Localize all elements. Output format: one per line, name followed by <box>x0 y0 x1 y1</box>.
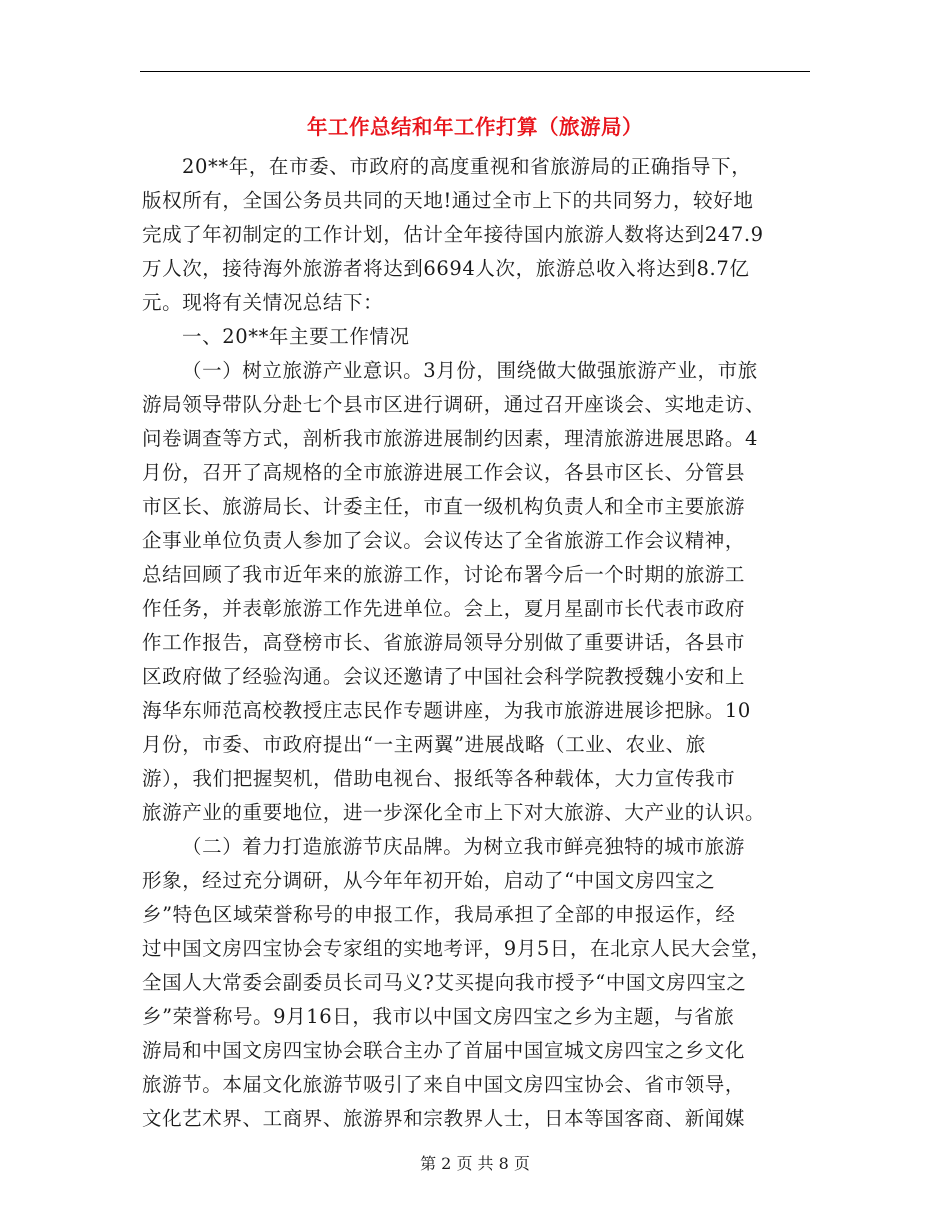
paragraph-line: 游局领导带队分赴七个县市区进行调研，通过召开座谈会、实地走访、 <box>142 393 766 416</box>
paragraph-line: 作任务，并表彰旅游工作先进单位。会上，夏月星副市长代表市政府 <box>142 597 746 620</box>
paragraph-line: 月份，市委、市政府提出“一主两翼”进展战略（工业、农业、旅 <box>142 733 706 756</box>
paragraph-line: 企事业单位负责人参加了会议。会议传达了全省旅游工作会议精神， <box>142 529 746 552</box>
paragraph-line: 月份，召开了高规格的全市旅游进展工作会议，各县市区长、分管县 <box>142 461 746 484</box>
paragraph-line: 问卷调查等方式，剖析我市旅游进展制约因素，理清旅游进展思路。4 <box>142 427 759 450</box>
header-rule <box>140 71 810 72</box>
paragraph-line: 区政府做了经验沟通。会议还邀请了中国社会科学院教授魏小安和上 <box>142 665 746 688</box>
paragraph-line: 游局和中国文房四宝协会联合主办了首届中国宣城文房四宝之乡文化 <box>142 1039 746 1062</box>
page-number: 第 2 页 共 8 页 <box>420 1154 530 1173</box>
paragraph-line: 作工作报告，高登榜市长、省旅游局领导分别做了重要讲话，各县市 <box>142 631 746 654</box>
paragraph-line: 海华东师范高校教授庄志民作专题讲座，为我市旅游进展诊把脉。10 <box>142 699 751 722</box>
paragraph-line: 总结回顾了我市近年来的旅游工作，讨论布署今后一个时期的旅游工 <box>142 563 746 586</box>
paragraph-line: 市区长、旅游局长、计委主任，市直一级机构负责人和全市主要旅游 <box>142 495 746 518</box>
paragraph-line: 乡”荣誉称号。9月16日，我市以中国文房四宝之乡为主题，与省旅 <box>142 1005 735 1028</box>
paragraph-line: （二）着力打造旅游节庆品牌。为树立我市鲜亮独特的城市旅游 <box>182 835 745 858</box>
paragraph-line: 万人次，接待海外旅游者将达到6694人次，旅游总收入将达到8.7亿 <box>142 257 750 280</box>
section-heading: 一、20**年主要工作情况 <box>182 325 410 348</box>
paragraph-line: 旅游节。本届文化旅游节吸引了来自中国文房四宝协会、省市领导， <box>142 1073 746 1096</box>
document-title: 年工作总结和年工作打算（旅游局） <box>307 115 643 139</box>
paragraph-line: （一）树立旅游产业意识。3月份，围绕做大做强旅游产业，市旅 <box>182 359 758 382</box>
paragraph-line: 游），我们把握契机，借助电视台、报纸等各种载体，大力宣传我市 <box>142 767 736 790</box>
paragraph-line: 完成了年初制定的工作计划，估计全年接待国内旅游人数将达到247.9 <box>142 223 764 246</box>
document-body <box>142 150 812 1136</box>
paragraph-line: 版权所有，全国公务员共同的天地!通过全市上下的共同努力，较好地 <box>142 189 754 212</box>
paragraph-line: 形象，经过充分调研，从今年年初开始，启动了“中国文房四宝之 <box>142 869 716 892</box>
paragraph-line: 全国人大常委会副委员长司马义?艾买提向我市授予“中国文房四宝之 <box>142 971 747 994</box>
paragraph-line: 过中国文房四宝协会专家组的实地考评，9月5日，在北京人民大会堂， <box>142 937 772 960</box>
paragraph-line: 乡”特色区域荣誉称号的申报工作，我局承担了全部的申报运作，经 <box>142 903 736 926</box>
paragraph-line: 文化艺术界、工商界、旅游界和宗教界人士，日本等国客商、新闻媒 <box>142 1107 746 1130</box>
paragraph-line: 20**年，在市委、市政府的高度重视和省旅游局的正确指导下， <box>182 155 752 178</box>
paragraph-line: 旅游产业的重要地位，进一步深化全市上下对大旅游、大产业的认识。 <box>142 801 766 824</box>
paragraph-line: 元。现将有关情况总结下： <box>142 291 384 314</box>
